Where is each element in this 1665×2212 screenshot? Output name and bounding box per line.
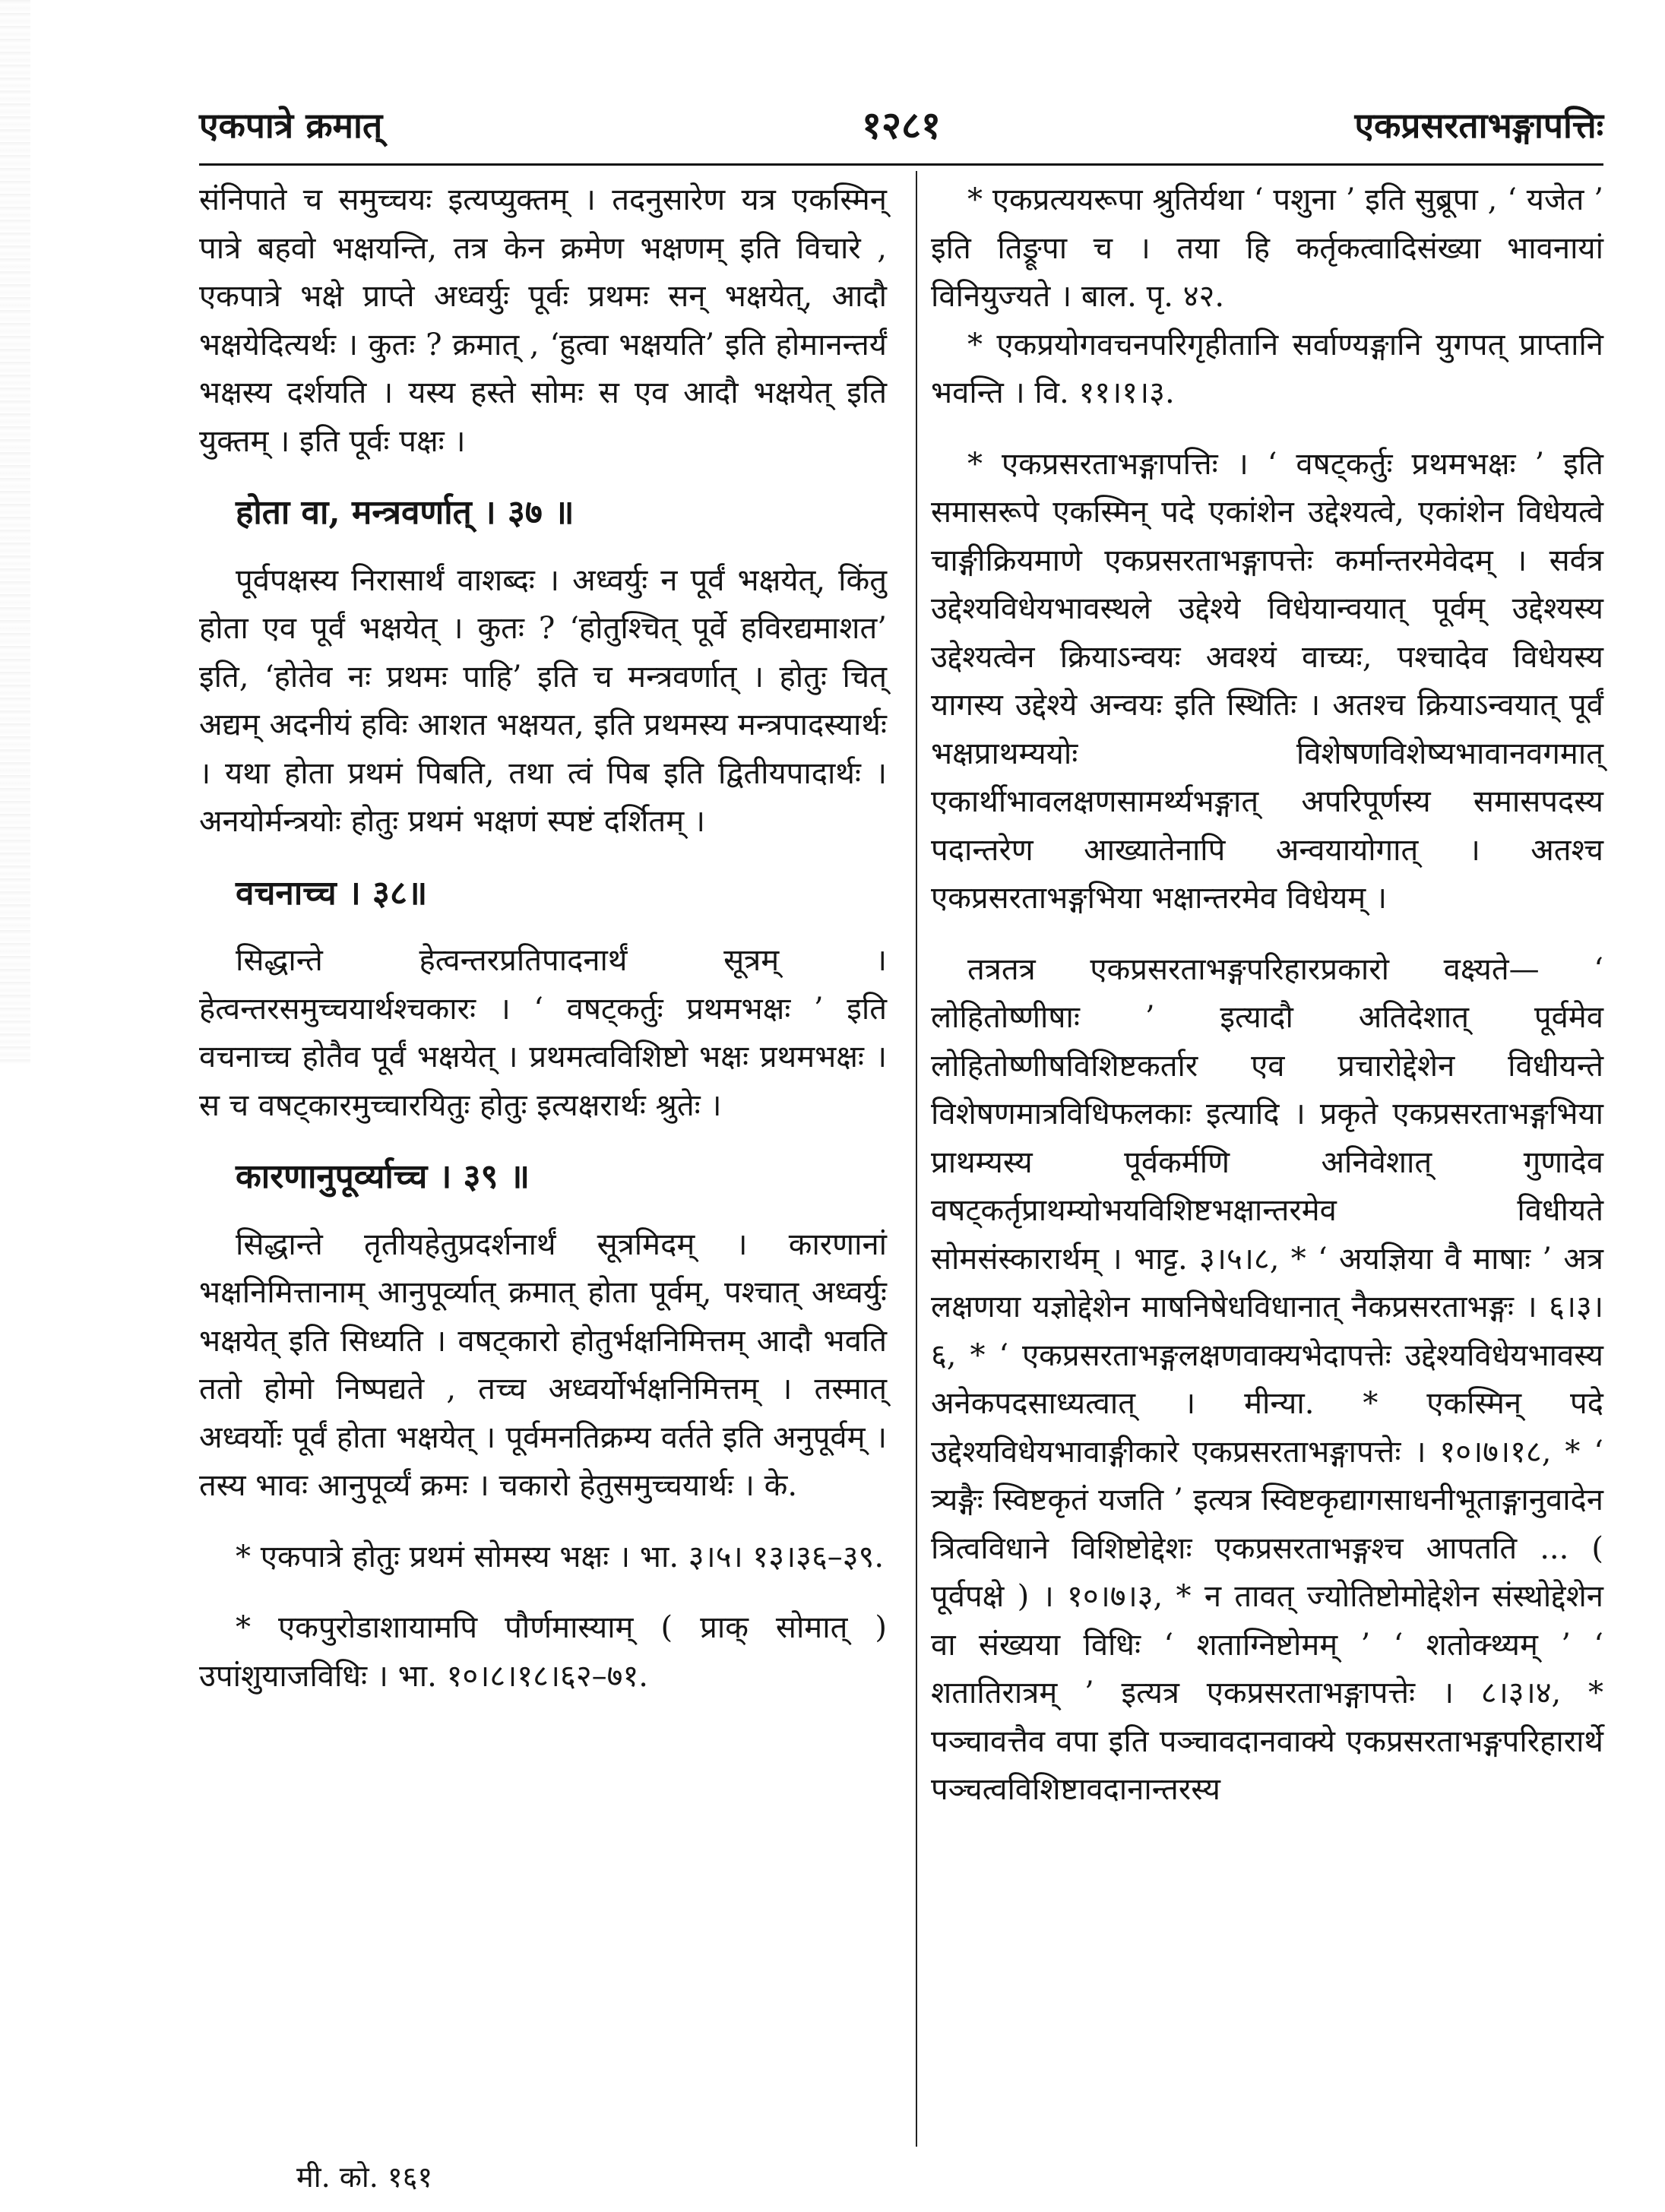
right-column bbox=[931, 176, 1603, 1815]
scan-edge-artifact bbox=[0, 0, 30, 1064]
running-header bbox=[199, 99, 1603, 152]
left-column bbox=[199, 176, 887, 1701]
sutra-heading: वचनाच्च । ३८॥ bbox=[236, 873, 428, 913]
paragraph-note: * एकप्रत्ययरूपा श्रुतिर्यथा ‘ पशुना ’ इति सुब्रूपा , ‘ यजेत ’ इति तिङ्रूपा च । तया हि कर्तृकत्वादिसंख्या भावनायां विनियुज्यते । बाल. पृ. ४२. bbox=[931, 182, 1603, 314]
sutra-heading: कारणानुपूर्व्याच्च । ३९ ॥ bbox=[236, 1157, 530, 1196]
paragraph: सिद्धान्ते तृतीयहेतुप्रदर्शनार्थं सूत्रमिदम् । कारणानां भक्षनिमित्तानाम् आनुपूर्व्यात् क्रमात् होता पूर्वम्, पश्चात् अध्वर्युः भक्षयेत् इति सिध्यति । वषट्कारो होतुर्भक्षनिमित्तम् आदौ भवति ततो होमो निष्पद्यते , तच्च अध्वर्योर्भक्षनिमित्तम् । तस्मात् अध्वर्योः पूर्वं होता भक्षयेत् । पूर्वमनतिक्रम्य वर्तते इति अनुपूर्वम् । तस्य भावः आनुपूर्व्यं क्रमः । चकारो हेतुसमुच्चयार्थः । के. bbox=[199, 1226, 887, 1503]
page-footer: मी. को. १६१ bbox=[296, 2160, 433, 2194]
page-number: १२८१ bbox=[862, 103, 941, 147]
sutra-heading: होता वा, मन्त्रवर्णात् । ३७ ॥ bbox=[236, 493, 575, 532]
paragraph: पूर्वपक्षस्य निरासार्थं वाशब्दः । अध्वर्युः न पूर्वं भक्षयेत्, किंतु होता एव पूर्वं भक्षयेत् । कुतः ? ‘होतुश्चित् पूर्वे हविरद्यमाशत’ इति, ‘होतेव नः प्रथमः पाहि’ इति च मन्त्रवर्णात् । होतुः चित् अद्यम् अदनीयं हविः आशत भक्षयत, इति प्रथमस्य मन्त्रपादस्यार्थः । यथा होता प्रथमं पिबति, तथा त्वं पिब इति द्वितीयपादार्थः । अनयोर्मन्त्रयोः होतुः प्रथमं भक्षणं स्पष्टं दर्शितम् । bbox=[199, 562, 887, 839]
column-divider bbox=[916, 171, 917, 2147]
entry-paragraph: * एकप्रसरताभङ्गापत्तिः । ‘ वषट्कर्तुः प्रथमभक्षः ’ इति समासरूपे एकस्मिन् पदे एकांशेन उद्देश्यत्वे, एकांशेन विधेयत्वे चाङ्गीक्रियमाणे एकप्रसरताभङ्गापत्तेः कर्मान्तरमेवेदम् । सर्वत्र उद्देश्यविधेयभावस्थले उद्देश्ये विधेयान्वयात् पूर्वम् उद्देश्यस्य उद्देश्यत्वेन क्रियाऽन्वयः अवश्यं वाच्यः, पश्चादेव विधेयस्य यागस्य उद्देश्ये अन्वयः इति स्थितिः । अतश्च क्रियाऽन्वयात् पूर्वं भक्षप्राथम्ययोः विशेषणविशेष्यभावानवगमात् एकार्थीभावलक्षणसामर्थ्यभङ्गात् अपरिपूर्णस्य समासपदस्य पदान्तरेण आख्यातेनापि अन्वयायोगात् । अतश्च एकप्रसरताभङ्गभिया भक्षान्तरमेव विधेयम् । bbox=[931, 446, 1603, 916]
header-right-keyword: एकप्रसरताभङ्गापत्तिः bbox=[1354, 105, 1603, 146]
paragraph-note: * एकपात्रे होतुः प्रथमं सोमस्य भक्षः । भा. ३।५। १३।३६–३९. bbox=[236, 1539, 885, 1574]
paragraph-note: * एकपुरोडाशायामपि पौर्णमास्याम् ( प्राक् सोमात् ) उपांशुयाजविधिः । भा. १०।८।१८।६२–७१. bbox=[199, 1610, 887, 1694]
header-rule bbox=[199, 163, 1603, 166]
paragraph: तत्रतत्र एकप्रसरताभङ्गपरिहारप्रकारो वक्ष्यते— ‘ लोहितोष्णीषाः ’ इत्यादौ अतिदेशात् पूर्वमेव लोहितोष्णीषविशिष्टकर्तार एव प्रचारोद्देशेन विधीयन्ते विशेषणमात्रविधिफलकाः इत्यादि । प्रकृते एकप्रसरताभङ्गभिया प्राथम्यस्य पूर्वकर्मणि अनिवेशात् गुणादेव वषट्कर्तृप्राथम्योभयविशिष्टभक्षान्तरमेव विधीयते सोमसंस्कारार्थम् । भाट्ट. ३।५।८, * ‘ अयज्ञिया वै माषाः ’ अत्र लक्षणया यज्ञोद्देशेन माषनिषेधविधानात् नैकप्रसरताभङ्गः । ६।३।६, * ‘ एकप्रसरताभङ्गलक्षणवाक्यभेदापत्तेः उद्देश्यविधेयभावस्य अनेकपदसाध्यत्वात् । मीन्या. * एकस्मिन् पदे उद्देश्यविधेयभावाङ्गीकारे एकप्रसरताभङ्गापत्तेः । १०।७।१८, * ‘ त्र्यङ्गैः स्विष्टकृतं यजति ’ इत्यत्र स्विष्टकृद्यागसाधनीभूताङ्गानुवादेन त्रित्वविधाने विशिष्टोद्देशः एकप्रसरताभङ्गश्च आपतति ... ( पूर्वपक्षे ) । १०।७।३, * न तावत् ज्योतिष्टोमोद्देशेन संस्थोद्देशेन वा संख्यया विधिः ‘ शताग्निष्टोमम् ’ ‘ शतोक्थ्यम् ’ ‘ शतातिरात्रम् ’ इत्यत्र एकप्रसरताभङ्गापत्तेः । ८।३।४, * पञ्चावत्तैव वपा इति पञ्चावदानवाक्ये एकप्रसरताभङ्गपरिहारार्थे पञ्चत्वविशिष्टावदानान्तरस्य bbox=[931, 951, 1603, 1807]
paragraph-continued: संनिपाते च समुच्चयः इत्यप्युक्तम् । तदनुसारेण यत्र एकस्मिन् पात्रे बहवो भक्षयन्ति, तत्र केन क्रमेण भक्षणम् इति विचारे , एकपात्रे भक्षे प्राप्ते अध्वर्युः पूर्वः प्रथमः सन् भक्षयेत्, आदौ भक्षयेदित्यर्थः । कुतः ? क्रमात् , ‘हुत्वा भक्षयति’ इति होमानन्तर्यं भक्षस्य दर्शयति । यस्य हस्ते सोमः स एव आदौ भक्षयेत् इति युक्तम् । इति पूर्वः पक्षः । bbox=[199, 182, 887, 459]
paragraph-note: * एकप्रयोगवचनपरिगृहीतानि सर्वाण्यङ्गानि युगपत् प्राप्तानि भवन्ति । वि. ११।१।३. bbox=[931, 327, 1603, 410]
header-left-keyword: एकपात्रे क्रमात् bbox=[199, 105, 383, 146]
paragraph: सिद्धान्ते हेत्वन्तरप्रतिपादनार्थं सूत्रम् । हेत्वन्तरसमुच्चयार्थश्चकारः । ‘ वषट्कर्तुः प्रथमभक्षः ’ इति वचनाच्च होतैव पूर्वं भक्षयेत् । प्रथमत्वविशिष्टो भक्षः प्रथमभक्षः । स च वषट्कारमुच्चारयितुः होतुः इत्यक्षरार्थः श्रुतेः । bbox=[199, 943, 887, 1123]
